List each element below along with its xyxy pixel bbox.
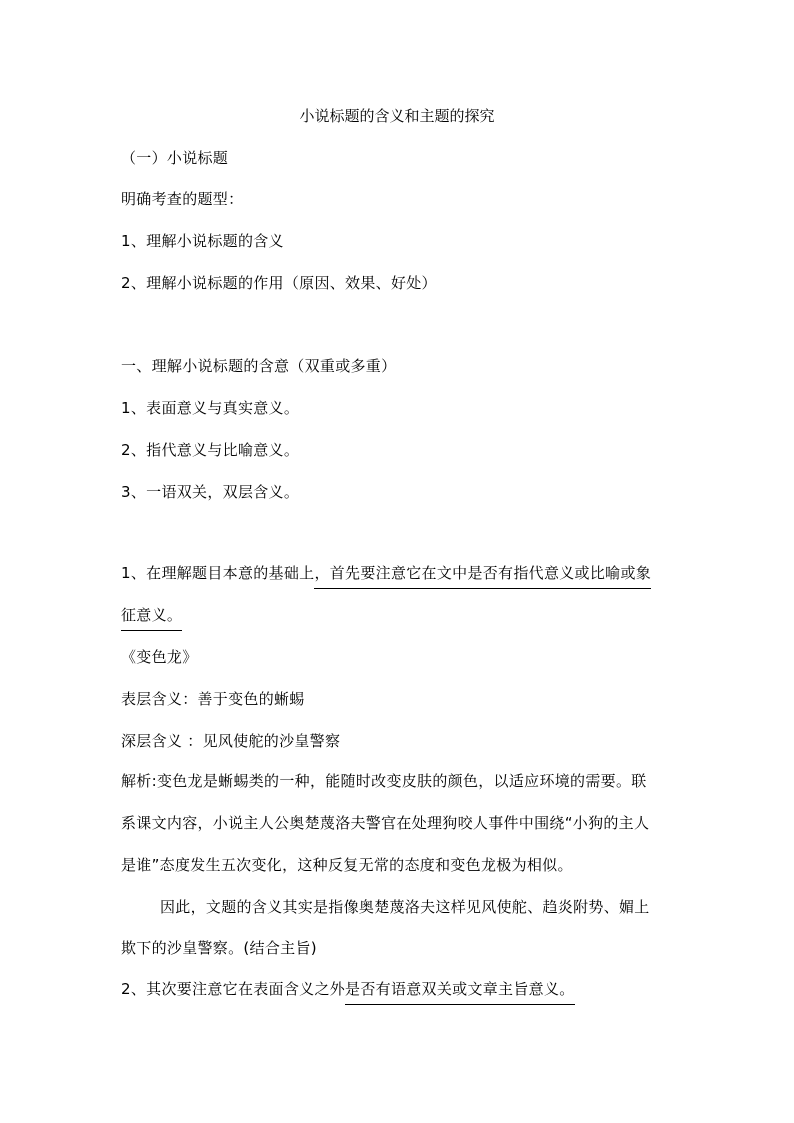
conclusion-line-1: 因此，文题的含义其实是指像奥楚蔑洛夫这样见风使舵、趋炎附势、媚上 (160, 898, 650, 916)
analysis-line-3: 是谁”态度发生五次变化，这种反复无常的态度和变色龙极为相似。 (121, 856, 573, 874)
part-one-heading: 一、理解小说标题的含意（双重或多重） (121, 357, 397, 375)
point-1-underlined-text: ，首先要注意它在文中是否有指代意义或比喻或象 (314, 564, 651, 589)
meaning-item-2: 2、指代意义与比喻意义。 (121, 441, 300, 459)
surface-meaning: 表层含义：善于变色的蜥蜴 (121, 690, 305, 708)
question-types-label: 明确考查的题型： (121, 190, 244, 208)
point-2-prefix: 2、其次要注意它在表面含义之外 (121, 980, 346, 998)
question-type-1: 1、理解小说标题的含义 (121, 232, 284, 250)
analysis-line-2: 系课文内容，小说主人公奥楚蔑洛夫警官在处理狗咬人事件中围绕“小狗的主人 (121, 814, 650, 832)
point-1-line-2 (121, 605, 182, 625)
question-type-2: 2、理解小说标题的作用（原因、效果、好处） (121, 274, 437, 292)
deep-meaning: 深层含义 ：见风使舵的沙皇警察 (121, 732, 341, 750)
point-1-underlined-text-continued: 征意义。 (121, 606, 182, 631)
meaning-item-3: 3、一语双关，双层含义。 (121, 483, 300, 501)
analysis-line-1: 解析:变色龙是蜥蜴类的一种，能随时改变皮肤的颜色，以适应环境的需要。联 (121, 772, 647, 790)
document-title: 小说标题的含义和主题的探究 (299, 107, 495, 125)
point-1-prefix: 1、在理解题目本意的基础上 (121, 564, 315, 582)
point-1-line-1 (121, 563, 651, 583)
section-heading: （一）小说标题 (121, 149, 229, 167)
point-2-underlined-text: 是否有语意双关或文章主旨意义。 (345, 980, 575, 1005)
example-title: 《变色龙》 (121, 648, 198, 666)
meaning-item-1: 1、表面意义与真实意义。 (121, 399, 300, 417)
conclusion-line-2: 欺下的沙皇警察。(结合主旨) (121, 939, 317, 957)
point-2-line (121, 979, 575, 999)
